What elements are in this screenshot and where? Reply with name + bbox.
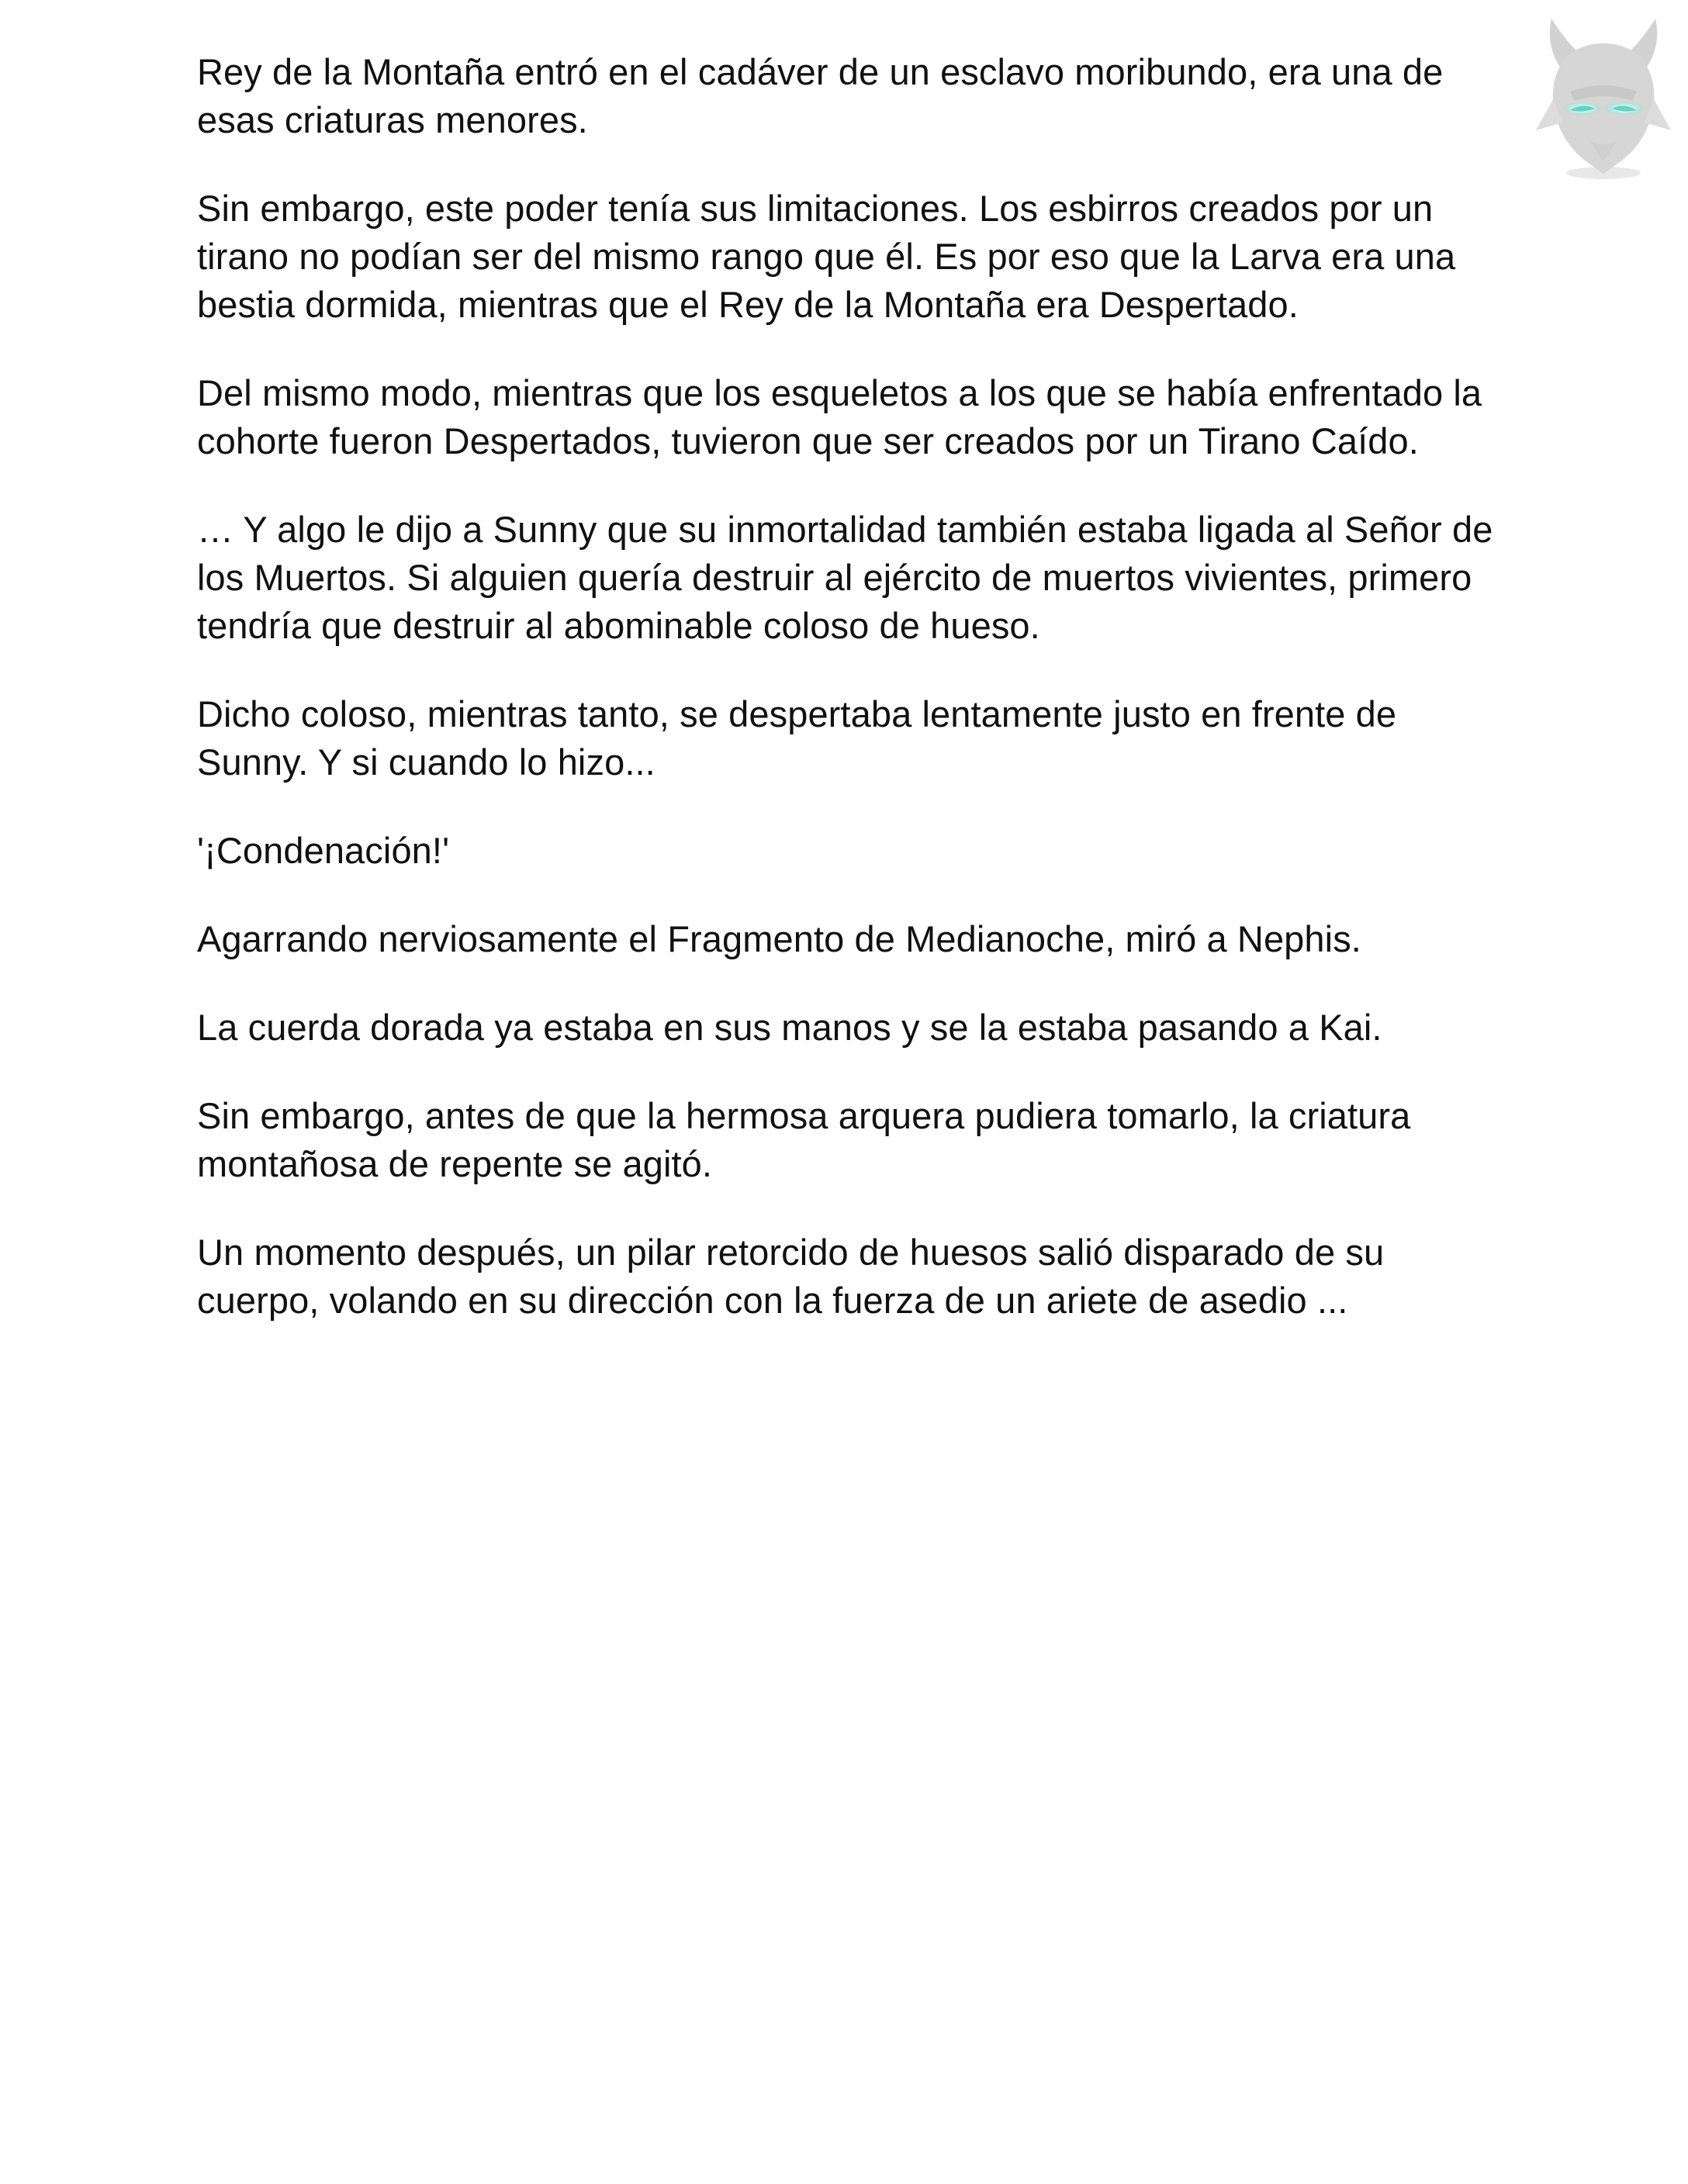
paragraph: … Y algo le dijo a Sunny que su inmortalidad también estaba ligada al Señor de los Muertos. Si alguien quería destruir al ejército de muertos vivientes, primero tendría que destruir al abominable coloso de hueso.: [197, 509, 1493, 646]
paragraph: Agarrando nerviosamente el Fragmento de Medianoche, miró a Nephis.: [197, 918, 1361, 959]
body-text: [197, 48, 1500, 1365]
paragraph: Un momento después, un pilar retorcido de huesos salió disparado de su cuerpo, volando en su dirección con la fuerza de un ariete de asedio ...: [197, 1232, 1385, 1321]
paragraph: La cuerda dorada ya estaba en sus manos y se la estaba pasando a Kai.: [197, 1007, 1382, 1048]
paragraph: Sin embargo, antes de que la hermosa arquera pudiera tomarlo, la criatura montañosa de repente se agitó.: [197, 1095, 1411, 1184]
paragraph: Dicho coloso, mientras tanto, se despertaba lentamente justo en frente de Sunny. Y si cuando lo hizo...: [197, 693, 1397, 783]
paragraph: Sin embargo, este poder tenía sus limitaciones. Los esbirros creados por un tirano no podían ser del mismo rango que él. Es por eso que la Larva era una bestia dormida, mientras que el Rey de la Montaña era Despertado.: [197, 188, 1456, 325]
demon-head-watermark-icon: [1530, 14, 1677, 185]
paragraph: '¡Condenación!': [197, 830, 450, 871]
paragraph: Rey de la Montaña entró en el cadáver de un esclavo moribundo, era una de esas criaturas menores.: [197, 51, 1444, 140]
paragraph: Del mismo modo, mientras que los esqueletos a los que se había enfrentado la cohorte fueron Despertados, tuvieron que ser creados por un Tirano Caído.: [197, 372, 1482, 461]
